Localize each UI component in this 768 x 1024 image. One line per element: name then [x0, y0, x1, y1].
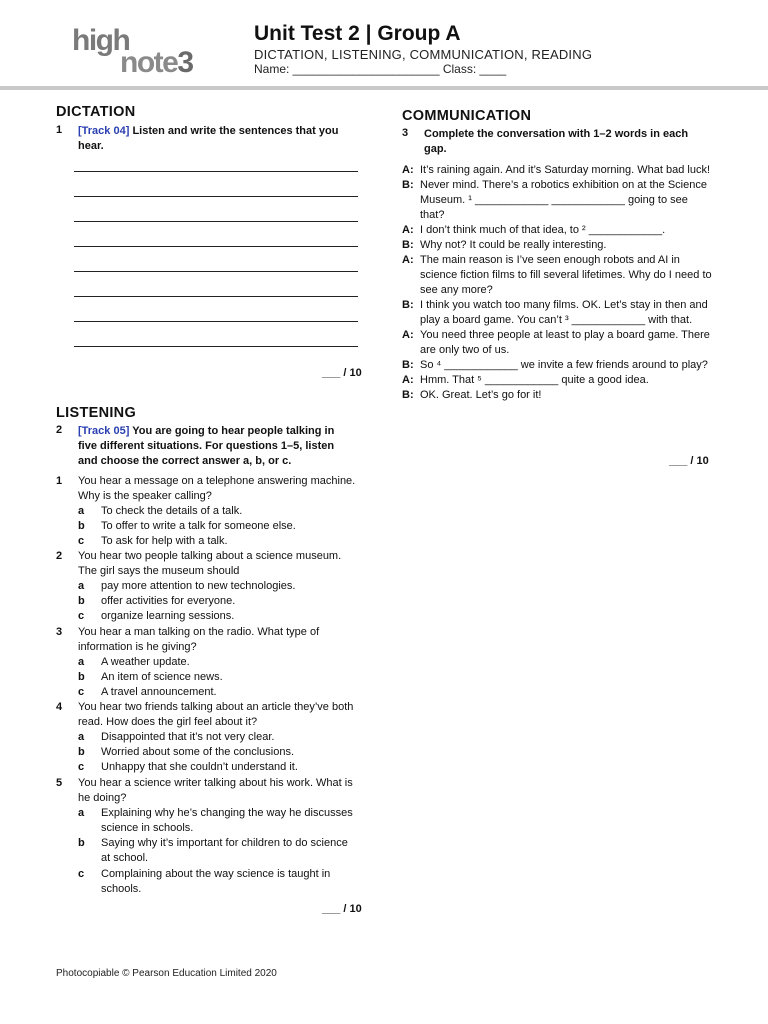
writing-line[interactable] — [74, 196, 358, 197]
listening-question-5 — [56, 776, 356, 897]
speaker-label: B: — [402, 389, 414, 401]
line-text: Never mind. There’s a robotics exhibition on at the Science Museum. ¹ ____________ ____________ going to see that? — [420, 179, 707, 221]
option-a[interactable] — [78, 504, 356, 519]
option-letter: a — [78, 807, 85, 820]
line-text: Why not? It could be really interesting. — [420, 239, 607, 251]
line-text: You need three people at least to play a board game. There are only two of us. — [420, 329, 710, 356]
option-b[interactable] — [78, 519, 356, 534]
dictation-heading: DICTATION — [56, 104, 136, 120]
question-number: 2 — [56, 424, 63, 436]
line-text: The main reason is I’ve seen enough robots and AI in science fiction films to fill several lifetimes. Why do I need to see any more? — [420, 254, 712, 296]
option-text: A travel announcement. — [101, 686, 217, 699]
page-title: Unit Test 2 | Group A — [254, 22, 461, 45]
option-text: Worried about some of the conclusions. — [101, 746, 295, 759]
instruction-text: Listen and write the sentences that you hear. — [78, 125, 339, 152]
speaker-label: A: — [402, 329, 414, 341]
option-letter: c — [78, 686, 85, 699]
writing-line[interactable] — [74, 221, 358, 222]
dictation-score[interactable]: ___ / 10 — [322, 367, 362, 379]
question-stem: You hear a message on a telephone answering machine. Why is the speaker calling? — [78, 475, 356, 503]
listening-instruction — [56, 424, 356, 469]
name-class-line: Name: ______________________ Class: ____ — [254, 62, 507, 76]
option-letter: b — [78, 746, 85, 759]
question-stem: You hear a man talking on the radio. What type of information is he giving? — [78, 626, 320, 654]
option-text: To offer to write a talk for someone else. — [101, 520, 296, 533]
question-number: 2 — [56, 550, 63, 562]
option-text: To check the details of a talk. — [101, 505, 243, 518]
option-c[interactable] — [78, 685, 356, 700]
listening-question-2 — [56, 549, 356, 624]
option-letter: b — [78, 595, 85, 608]
option-text: offer activities for everyone. — [101, 595, 236, 608]
question-stem: You hear a science writer talking about his work. What is he doing? — [78, 777, 353, 805]
conversation — [402, 163, 712, 403]
communication-score[interactable]: ___ / 10 — [669, 455, 709, 467]
conversation-line — [402, 388, 712, 403]
option-letter: c — [78, 761, 85, 774]
line-text: Hmm. That ⁵ ____________ quite a good idea. — [420, 374, 649, 386]
speaker-label: A: — [402, 224, 414, 236]
dictation-instruction — [56, 124, 356, 154]
option-text: pay more attention to new technologies. — [101, 580, 296, 593]
option-a[interactable] — [78, 655, 356, 670]
instruction-text: Complete the conversation with 1–2 words in each gap. — [424, 128, 689, 155]
option-text: organize learning sessions. — [101, 610, 235, 623]
line-text: So ⁴ ____________ we invite a few friends around to play? — [420, 359, 708, 371]
writing-line[interactable] — [74, 271, 358, 272]
communication-instruction — [402, 127, 712, 157]
listening-question-3 — [56, 625, 356, 700]
option-c[interactable] — [78, 867, 356, 897]
question-number: 3 — [402, 127, 409, 139]
speaker-label: A: — [402, 254, 414, 266]
instruction-text: You are going to hear people talking in five different situations. For questions 1–5, listen and choose the correct answer a, b, or c. — [78, 425, 335, 467]
line-text: I don’t think much of that idea, to ² ____________. — [420, 224, 666, 236]
option-letter: c — [78, 535, 85, 548]
question-number: 3 — [56, 626, 63, 638]
option-text: A weather update. — [101, 656, 190, 669]
page-subtitle: DICTATION, LISTENING, COMMUNICATION, READING — [254, 47, 593, 62]
conversation-line — [402, 163, 712, 178]
option-a[interactable] — [78, 579, 356, 594]
option-b[interactable] — [78, 745, 356, 760]
question-number: 4 — [56, 701, 63, 713]
conversation-line — [402, 328, 712, 358]
option-letter: c — [78, 867, 85, 880]
line-text: I think you watch too many films. OK. Let’s stay in then and play a board game. You can’t ³ ____________ with that. — [420, 299, 708, 326]
writing-line[interactable] — [74, 171, 358, 172]
logo-word-note — [120, 46, 193, 80]
option-letter: b — [78, 671, 85, 684]
option-a[interactable] — [78, 806, 356, 836]
option-b[interactable] — [78, 836, 356, 866]
option-a[interactable] — [78, 730, 356, 745]
listening-question-1 — [56, 474, 356, 549]
listening-heading: LISTENING — [56, 405, 137, 421]
question-number: 1 — [56, 475, 63, 487]
option-c[interactable] — [78, 609, 356, 624]
option-text: Explaining why he’s changing the way he discusses science in schools. — [101, 807, 353, 835]
option-letter: a — [78, 580, 85, 593]
conversation-line[interactable] — [402, 358, 712, 373]
track-label: [Track 04] — [78, 125, 130, 137]
footer-copyright: Photocopiable © Pearson Education Limited 2020 — [56, 968, 277, 979]
listening-score[interactable]: ___ / 10 — [322, 903, 362, 915]
speaker-label: A: — [402, 164, 414, 176]
logo-word-high: high — [72, 24, 130, 57]
conversation-line[interactable] — [402, 373, 712, 388]
writing-line[interactable] — [74, 296, 358, 297]
writing-line[interactable] — [74, 321, 358, 322]
option-text: Disappointed that it’s not very clear. — [101, 731, 275, 744]
communication-heading: COMMUNICATION — [402, 108, 532, 124]
listening-question-4 — [56, 700, 356, 775]
question-stem: You hear two friends talking about an article they’ve both read. How does the girl feel about it? — [78, 701, 354, 729]
line-text: It’s raining again. And it’s Saturday morning. What bad luck! — [420, 164, 711, 176]
conversation-line — [402, 253, 712, 298]
question-number: 5 — [56, 777, 63, 789]
speaker-label: A: — [402, 374, 414, 386]
option-text: Complaining about the way science is taught in schools. — [101, 867, 331, 895]
logo — [60, 22, 220, 82]
option-letter: a — [78, 731, 85, 744]
conversation-line[interactable] — [402, 223, 712, 238]
option-c[interactable] — [78, 760, 356, 775]
speaker-label: B: — [402, 359, 414, 371]
option-text: An item of science news. — [101, 671, 223, 684]
option-letter: a — [78, 505, 85, 518]
question-stem: You hear two people talking about a science museum. The girl says the museum should — [78, 550, 342, 578]
option-text: Saying why it’s important for children to do science at school. — [101, 837, 348, 865]
option-letter: b — [78, 520, 85, 533]
speaker-label: B: — [402, 299, 414, 311]
question-number: 1 — [56, 124, 63, 136]
option-b[interactable] — [78, 670, 356, 685]
option-text: Unhappy that she couldn’t understand it. — [101, 761, 298, 774]
option-c[interactable] — [78, 534, 356, 549]
option-letter: a — [78, 656, 85, 669]
option-letter: b — [78, 837, 85, 850]
logo-note-text: note — [120, 46, 178, 79]
conversation-line — [402, 238, 712, 253]
header-divider — [0, 86, 768, 90]
speaker-label: B: — [402, 239, 414, 251]
logo-number: 3 — [177, 46, 193, 79]
writing-line[interactable] — [74, 346, 358, 347]
conversation-line[interactable] — [402, 298, 712, 328]
option-b[interactable] — [78, 594, 356, 609]
conversation-line[interactable] — [402, 178, 712, 223]
writing-line[interactable] — [74, 246, 358, 247]
option-text: To ask for help with a talk. — [101, 535, 228, 548]
option-letter: c — [78, 610, 85, 623]
track-label: [Track 05] — [78, 425, 130, 437]
speaker-label: B: — [402, 179, 414, 191]
line-text: OK. Great. Let’s go for it! — [420, 389, 542, 401]
